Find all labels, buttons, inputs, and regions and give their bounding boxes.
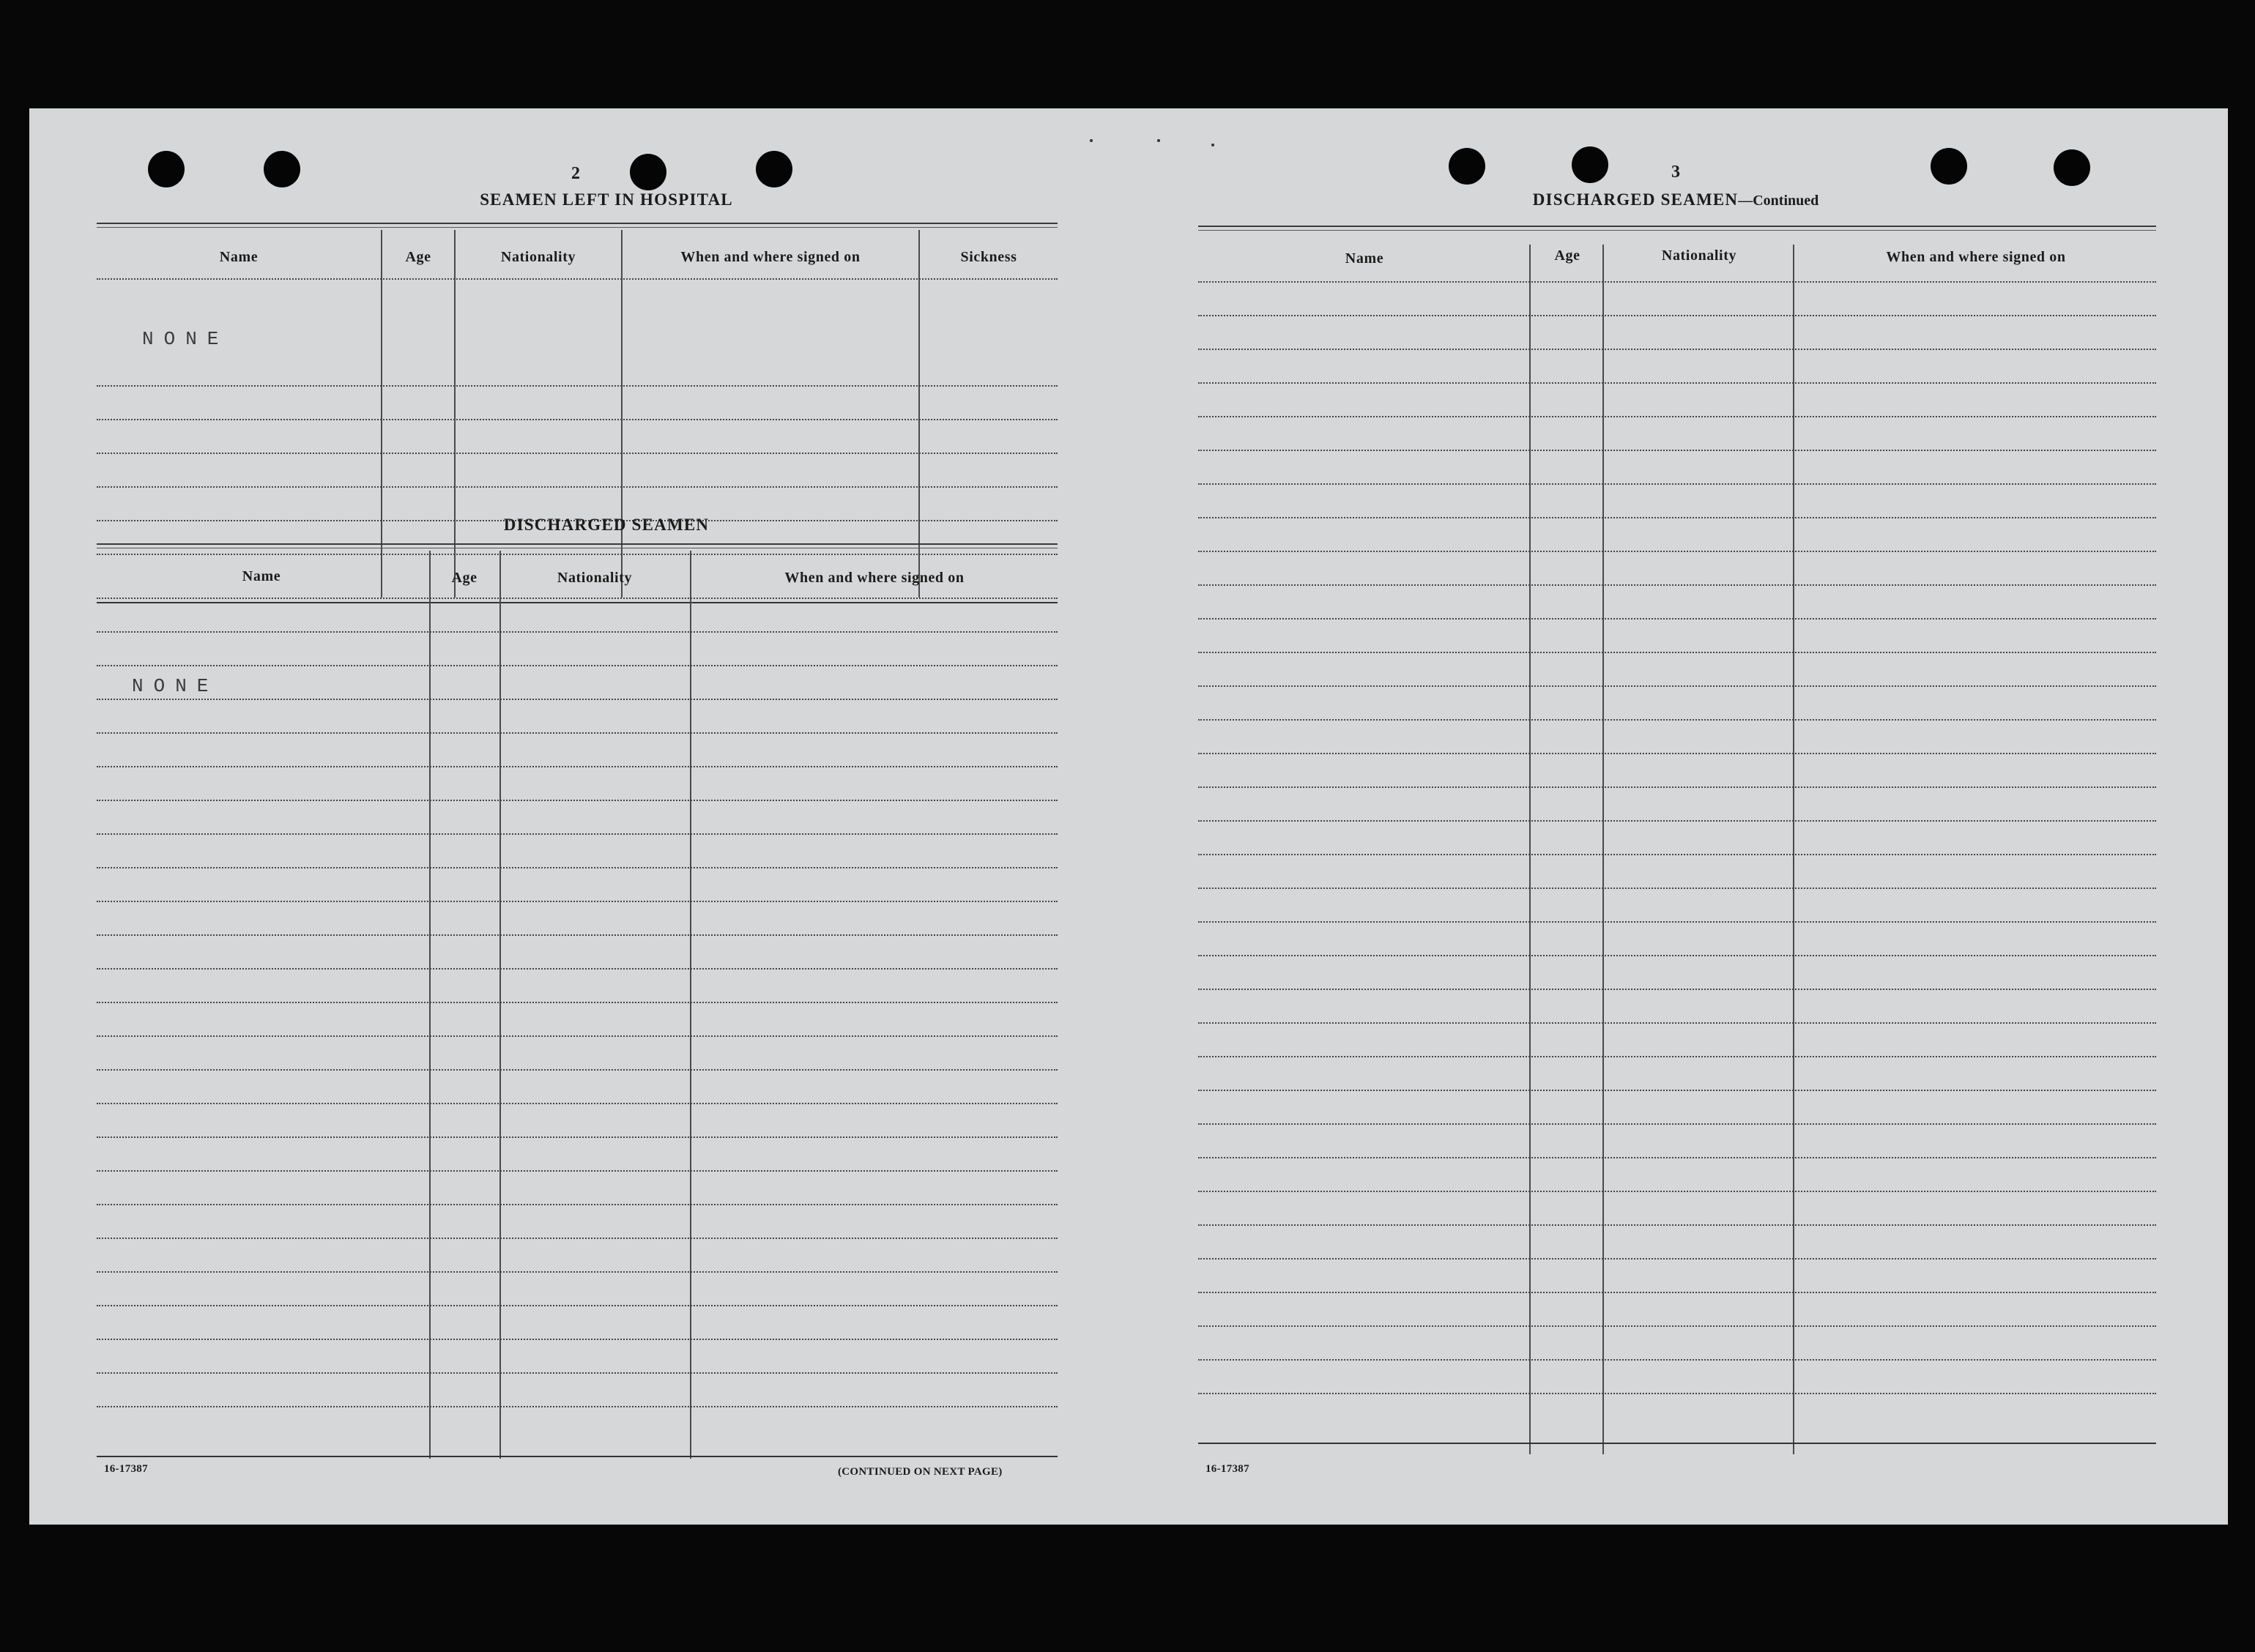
row-line	[1198, 652, 2156, 653]
row-line	[1198, 551, 2156, 552]
row-line	[1198, 584, 2156, 586]
column-divider	[381, 230, 382, 598]
column-header-age: Age	[1554, 248, 1580, 264]
discharged-entry-text: NONE	[132, 675, 219, 697]
row-line	[97, 833, 1058, 835]
row-line	[1198, 416, 2156, 417]
row-line	[1198, 517, 2156, 518]
row-line	[97, 385, 1058, 387]
title-suffix: —Continued	[1738, 193, 1819, 209]
hospital-entry-text: NONE	[142, 328, 229, 350]
row-line	[97, 1204, 1058, 1205]
discharged-table-left	[97, 551, 1058, 1459]
title-text: DISCHARGED SEAMEN	[1532, 190, 1739, 209]
column-header-nationality: Nationality	[500, 249, 576, 265]
row-line	[97, 1170, 1058, 1172]
row-line	[1198, 1258, 2156, 1260]
row-line	[1198, 1157, 2156, 1158]
column-header-name: Name	[219, 249, 259, 265]
row-line	[1198, 1224, 2156, 1226]
discharged-continued-title	[1478, 190, 1873, 209]
row-line	[97, 867, 1058, 868]
row-line	[1198, 1191, 2156, 1192]
title-rule	[97, 227, 1058, 228]
row-line	[97, 631, 1058, 633]
column-header-signed-on: When and where signed on	[680, 249, 861, 265]
row-line	[97, 1136, 1058, 1138]
column-header-signed-on: When and where signed on	[784, 570, 965, 586]
title-rule	[1198, 230, 2156, 231]
column-divider	[1529, 245, 1531, 1454]
row-line	[97, 1456, 1058, 1457]
row-line	[1198, 1325, 2156, 1327]
header-rule	[97, 278, 1058, 280]
row-line	[1198, 719, 2156, 721]
row-line	[97, 1035, 1058, 1037]
row-line	[97, 419, 1058, 420]
column-divider	[690, 551, 691, 1459]
column-header-nationality: Nationality	[1661, 248, 1737, 264]
row-line	[97, 1305, 1058, 1306]
row-line	[97, 934, 1058, 936]
column-header-age: Age	[451, 570, 478, 586]
row-line	[1198, 786, 2156, 788]
row-line	[1198, 854, 2156, 855]
row-line	[97, 968, 1058, 970]
column-divider	[429, 551, 431, 1459]
row-line	[97, 453, 1058, 454]
row-line	[97, 699, 1058, 700]
punch-hole	[1931, 148, 1967, 185]
row-line	[97, 800, 1058, 801]
title-rule	[97, 223, 1058, 224]
paper-speck	[1157, 139, 1160, 142]
ledger-sheet	[29, 108, 2228, 1525]
row-line	[1198, 315, 2156, 316]
column-header-signed-on: When and where signed on	[1886, 249, 2066, 265]
row-line	[97, 766, 1058, 767]
column-divider	[621, 230, 623, 598]
row-line	[97, 1406, 1058, 1407]
row-line	[1198, 1359, 2156, 1361]
row-line	[1198, 820, 2156, 822]
row-line	[1198, 618, 2156, 620]
title-rule	[1198, 226, 2156, 227]
punch-hole	[2054, 149, 2090, 186]
row-line	[97, 1069, 1058, 1071]
column-header-age: Age	[405, 249, 431, 265]
column-divider	[1602, 245, 1604, 1454]
row-line	[1198, 1443, 2156, 1444]
column-header-sickness: Sickness	[960, 249, 1017, 265]
column-divider	[499, 551, 501, 1459]
hospital-section-title: SEAMEN LEFT IN HOSPITAL	[480, 190, 733, 209]
page-number-right: 3	[1671, 163, 1680, 182]
row-line	[1198, 1022, 2156, 1024]
column-divider	[454, 230, 456, 598]
row-line	[97, 1238, 1058, 1239]
row-line	[97, 665, 1058, 666]
row-line	[97, 732, 1058, 734]
punch-hole	[756, 151, 792, 187]
column-header-name: Name	[1345, 250, 1384, 267]
column-divider	[1793, 245, 1794, 1454]
punch-hole	[264, 151, 300, 187]
column-header-nationality: Nationality	[557, 570, 633, 586]
form-number-right: 16-17387	[1205, 1463, 1249, 1475]
punch-hole	[148, 151, 185, 187]
column-header-name: Name	[242, 568, 281, 584]
discharged-section-title: DISCHARGED SEAMEN	[503, 516, 710, 534]
row-line	[1198, 1056, 2156, 1057]
discharged-table-right	[1198, 245, 2156, 1454]
paper-speck	[1211, 144, 1214, 146]
punch-hole	[1449, 148, 1485, 185]
column-divider	[918, 230, 920, 598]
row-line	[1198, 483, 2156, 485]
row-line	[1198, 382, 2156, 384]
row-line	[97, 1103, 1058, 1104]
row-line	[1198, 955, 2156, 956]
row-line	[1198, 989, 2156, 990]
row-line	[97, 901, 1058, 902]
row-line	[97, 598, 1058, 599]
punch-hole	[1572, 146, 1608, 183]
title-rule	[97, 543, 1058, 545]
form-number-left: 16-17387	[104, 1463, 148, 1475]
row-line	[1198, 1292, 2156, 1293]
row-line	[1198, 921, 2156, 923]
row-line	[1198, 1123, 2156, 1125]
row-line	[97, 1271, 1058, 1273]
row-line	[97, 1372, 1058, 1374]
row-line	[1198, 753, 2156, 754]
row-line	[1198, 349, 2156, 350]
row-line	[1198, 281, 2156, 283]
row-line	[97, 1339, 1058, 1340]
row-line	[1198, 450, 2156, 451]
page-number-left: 2	[571, 164, 580, 183]
row-line	[1198, 1393, 2156, 1394]
punch-hole	[630, 154, 666, 190]
row-line	[1198, 1090, 2156, 1091]
row-line	[97, 486, 1058, 488]
continued-note: (CONTINUED ON NEXT PAGE)	[838, 1466, 1003, 1478]
row-line	[1198, 888, 2156, 889]
paper-speck	[1090, 139, 1093, 142]
row-line	[1198, 685, 2156, 687]
row-line	[97, 1002, 1058, 1003]
